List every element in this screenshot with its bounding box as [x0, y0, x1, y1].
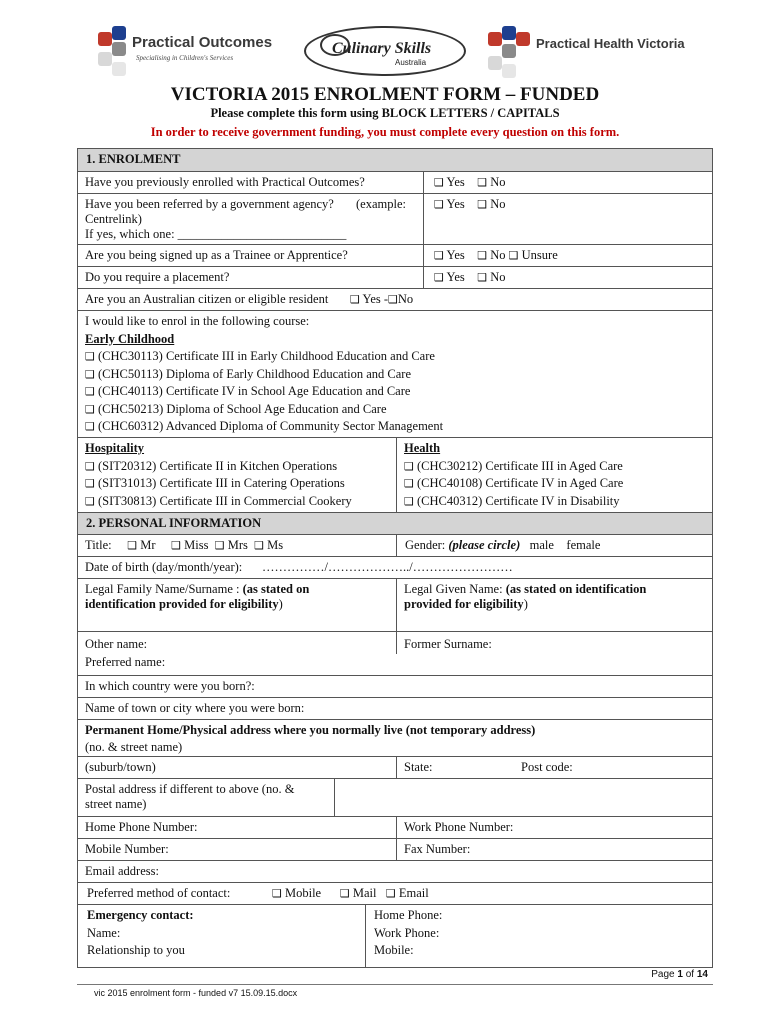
puzzle-icon [488, 56, 502, 70]
email-row [78, 860, 712, 882]
course-intro: I would like to enrol in the following course: [85, 314, 310, 328]
mobile-fax-row [78, 838, 712, 860]
logo-name: Practical Health Victoria [536, 36, 685, 51]
no-checkbox[interactable]: ❑ [477, 176, 488, 189]
course-checkbox[interactable]: ❑ [404, 477, 414, 490]
funding-warning: In order to receive government funding, you must complete every question on this form. [150, 125, 620, 139]
postal-address-label: Postal address if different to above (no. & [85, 782, 295, 796]
permanent-address-row [78, 719, 712, 756]
given-name-label: Legal Given Name: [404, 582, 506, 596]
emergency-relationship-label: Relationship to you [87, 943, 185, 957]
course-option[interactable]: ❑ (SIT31013) Certificate III in Catering Operations [85, 476, 345, 490]
culinary-skills-logo [300, 18, 468, 80]
course-checkbox[interactable]: ❑ [404, 459, 414, 473]
course-option[interactable]: ❑ (CHC50113) Diploma of Early Childhood Education and Care [85, 366, 412, 381]
course-option[interactable]: ❑ (SIT20312) Certificate II in Kitchen Operations [85, 458, 338, 473]
title-checkbox[interactable]: ❑ [214, 539, 225, 552]
unsure-checkbox[interactable]: ❑ [508, 249, 519, 262]
home-phone-label: Home Phone Number: [85, 820, 198, 834]
yes-checkbox[interactable]: ❑ [434, 198, 444, 211]
gender-female[interactable]: female [566, 538, 601, 552]
document-name: vic 2015 enrolment form - funded v7 15.09.15.docx [94, 988, 298, 998]
page-subtitle: Please complete this form using BLOCK LETTERS / CAPITALS [210, 106, 560, 120]
emergency-label: Emergency contact: [87, 908, 194, 922]
gender-male[interactable]: male [529, 538, 554, 552]
town-born-row [78, 697, 712, 719]
page-number: Page 1 of 14 [651, 969, 708, 980]
legal-name-row: Legal Family Name/Surname : (as stated on identification provided for eligibility) Legal Given Name: (as stated on identification provided for eligibility) [78, 578, 712, 631]
puzzle-icon [502, 44, 516, 58]
title-checkbox[interactable]: ❑ [254, 539, 265, 552]
postal-address-row [78, 778, 712, 816]
course-selection [78, 310, 712, 437]
question-text: Are you being signed up as a Trainee or Apprentice? [85, 248, 348, 262]
puzzle-icon [502, 26, 516, 40]
permanent-address-label: Permanent Home/Physical address where you normally live (not temporary address) [85, 723, 536, 737]
course-option[interactable]: ❑ (CHC40312) Certificate IV in Disability [404, 493, 620, 508]
gender-hint: (please circle) [448, 538, 521, 552]
email-checkbox[interactable]: ❑ [385, 887, 396, 900]
puzzle-icon [112, 42, 126, 56]
section-personal-header [78, 512, 712, 534]
question-text: Do you require a placement? [85, 270, 230, 284]
mail-checkbox[interactable]: ❑ [339, 887, 350, 900]
no-checkbox[interactable]: ❑ [477, 249, 488, 262]
question-example: (example: [356, 197, 406, 211]
course-option[interactable]: ❑ (CHC50213) Diploma of School Age Education and Care [85, 401, 387, 416]
question-text: Are you an Australian citizen or eligible resident [85, 292, 329, 306]
course-checkbox[interactable]: ❑ [85, 350, 95, 363]
country-born-row [78, 675, 712, 697]
course-checkbox[interactable]: ❑ [85, 420, 95, 433]
fax-label: Fax Number: [404, 842, 471, 856]
phone-row [78, 816, 712, 838]
yes-checkbox[interactable]: ❑ [350, 293, 360, 306]
question-trainee: Are you being signed up as a Trainee or Apprentice? ❑ Yes ❑ No ❑ Unsure [78, 244, 712, 266]
question-placement: Do you require a placement? ❑ Yes ❑ No [78, 266, 712, 288]
footer-divider [77, 984, 713, 985]
suburb-label: (suburb/town) [85, 760, 156, 774]
early-childhood-heading: Early Childhood [85, 331, 175, 346]
practical-health-logo [484, 22, 694, 84]
country-born-label: In which country were you born?: [85, 679, 255, 693]
question-government-referral: Have you been referred by a government agency? (example: Centrelink) If yes, which one: ___________________________ ❑ Yes ❑ No [78, 193, 712, 244]
course-checkbox[interactable]: ❑ [85, 402, 95, 416]
logo-tagline: Specialising in Children's Services [136, 54, 234, 62]
puzzle-icon [112, 62, 126, 76]
yes-checkbox[interactable]: ❑ [434, 249, 444, 262]
emergency-name-label: Name: [87, 925, 121, 940]
street-label: (no. & street name) [85, 740, 183, 754]
dob-row [78, 556, 712, 578]
no-checkbox[interactable]: ❑ [477, 271, 488, 284]
logo-sub: Australia [395, 58, 427, 67]
agency-field[interactable]: If yes, which one: ___________________________ [85, 227, 347, 241]
other-name-label: Other name: [85, 637, 148, 651]
question-previous-enrolment: Have you previously enrolled with Practical Outcomes? ❑ Yes ❑ No [78, 171, 712, 193]
puzzle-icon [98, 52, 112, 66]
course-checkbox[interactable]: ❑ [85, 367, 95, 381]
course-checkbox[interactable]: ❑ [85, 477, 95, 490]
course-selection-hospitality-health [78, 437, 712, 512]
emergency-contact-row [78, 904, 712, 967]
course-option[interactable]: ❑ (SIT30813) Certificate III in Commercial Cookery [85, 493, 352, 508]
preferred-name-label: Preferred name: [85, 654, 166, 669]
emergency-work-phone-label: Work Phone: [374, 925, 440, 940]
gender-label: Gender: [405, 538, 446, 552]
course-checkbox[interactable]: ❑ [85, 494, 95, 508]
dob-label: Date of birth (day/month/year): [85, 560, 243, 574]
question-text: Have you been referred by a government agency? [85, 197, 334, 211]
puzzle-icon [502, 64, 516, 78]
puzzle-icon [98, 32, 112, 46]
email-label: Email address: [85, 864, 159, 878]
contact-method-row: Preferred method of contact: ❑ Mobile ❑ Mail ❑ Email [78, 882, 712, 904]
course-checkbox[interactable]: ❑ [85, 459, 95, 473]
puzzle-icon [112, 26, 126, 40]
mobile-label: Mobile Number: [85, 842, 169, 856]
postal-address-label-2: street name) [85, 797, 147, 811]
page-title: VICTORIA 2015 ENROLMENT FORM – FUNDED [170, 84, 600, 105]
question-text-line2: Centrelink) [85, 212, 142, 226]
section-heading: 2. PERSONAL INFORMATION [86, 516, 262, 530]
no-checkbox[interactable]: ❑ [388, 293, 398, 306]
enrolment-form [77, 148, 713, 968]
course-option[interactable]: ❑ (CHC30212) Certificate III in Aged Care [404, 458, 623, 473]
title-gender-row: Title: ❑ Mr ❑ Miss ❑ Mrs ❑ Ms Gender: (please circle) male female [78, 534, 712, 556]
hospitality-heading: Hospitality [85, 441, 145, 455]
yes-checkbox[interactable]: ❑ [434, 271, 444, 284]
title-label: Title: [85, 538, 112, 552]
section-enrolment-header [78, 149, 712, 171]
health-heading: Health [404, 441, 441, 455]
emergency-home-phone-label: Home Phone: [374, 908, 443, 922]
title-checkbox[interactable]: ❑ [127, 539, 138, 552]
course-checkbox[interactable]: ❑ [404, 494, 414, 508]
postcode-label: Post code: [521, 760, 573, 774]
contact-method-label: Preferred method of contact: [87, 886, 231, 900]
town-born-label: Name of town or city where you were born: [85, 701, 305, 715]
question-citizen: Are you an Australian citizen or eligible resident ❑ Yes -❑No [78, 288, 712, 310]
other-name-row [78, 631, 712, 675]
work-phone-label: Work Phone Number: [404, 820, 514, 834]
course-option[interactable]: ❑ (CHC40108) Certificate IV in Aged Care [404, 476, 624, 490]
dob-field[interactable]: ……………/………………../…………………… [262, 560, 513, 574]
emergency-mobile-label: Mobile: [374, 943, 414, 957]
suburb-row [78, 756, 712, 778]
course-option[interactable]: ❑ (CHC30113) Certificate III in Early Childhood Education and Care [85, 349, 435, 363]
course-option[interactable]: ❑ (CHC60312) Advanced Diploma of Community Sector Management [85, 419, 444, 433]
puzzle-icon [488, 32, 502, 46]
family-name-label: Legal Family Name/Surname : [85, 582, 243, 596]
former-surname-label: Former Surname: [404, 637, 492, 651]
no-checkbox[interactable]: ❑ [477, 198, 488, 211]
state-label: State: [404, 760, 433, 774]
course-checkbox[interactable]: ❑ [85, 385, 95, 398]
title-checkbox[interactable]: ❑ [171, 539, 182, 552]
question-text: Have you previously enrolled with Practical Outcomes? [85, 175, 365, 189]
puzzle-icon [516, 32, 530, 46]
practical-outcomes-logo [92, 22, 292, 84]
logo-name: Practical Outcomes [132, 34, 273, 51]
section-heading: 1. ENROLMENT [86, 152, 181, 166]
mobile-checkbox[interactable]: ❑ [272, 887, 282, 900]
yes-checkbox[interactable]: ❑ [434, 176, 444, 189]
course-option[interactable]: ❑ (CHC40113) Certificate IV in School Age Education and Care [85, 384, 411, 398]
logo-name: Culinary Skills [332, 40, 432, 57]
